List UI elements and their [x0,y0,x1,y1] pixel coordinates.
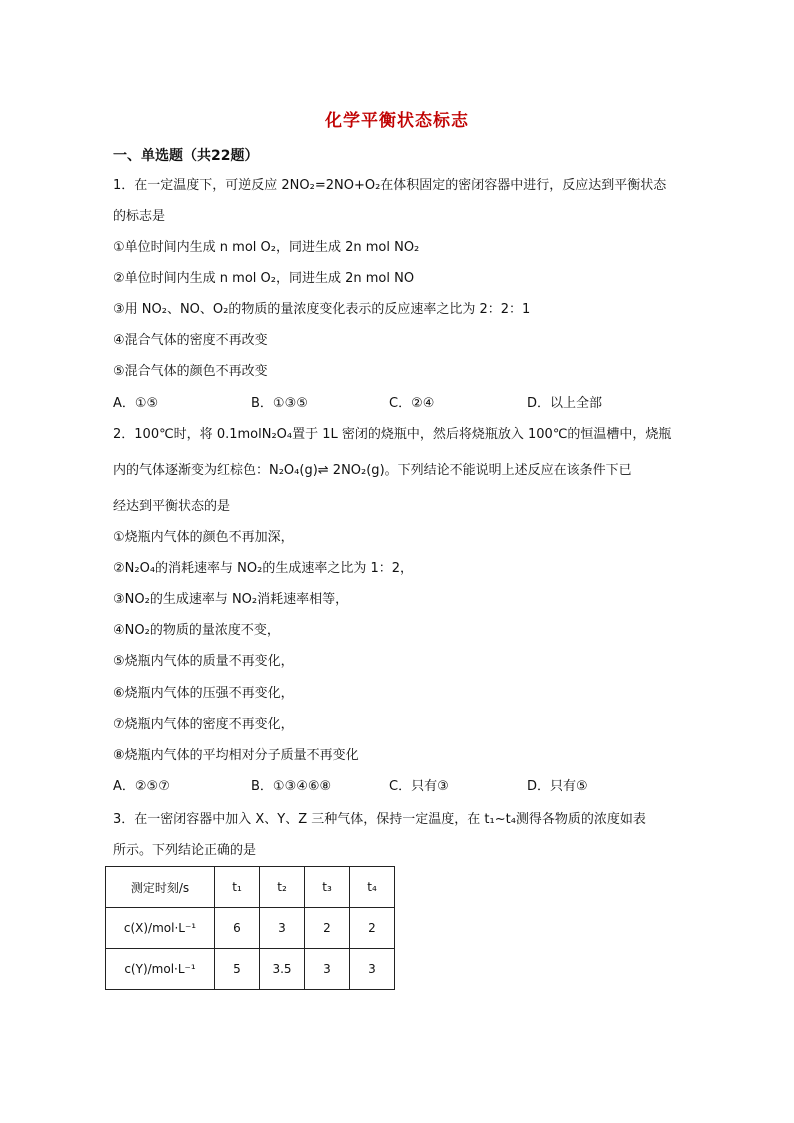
page-title: 化学平衡状态标志 [325,111,469,131]
table-header-row [106,867,395,908]
q2-option-a[interactable]: A．②⑤⑦ [113,779,170,794]
table-header-cell: t₁ [215,867,260,908]
table-cell: 3 [350,949,395,990]
q1-statement-2: ②单位时间内生成 n mol O₂，同进生成 2n mol NO [113,271,415,286]
q2-statement-6: ⑥烧瓶内气体的压强不再变化， [113,686,294,701]
q1-statement-1: ①单位时间内生成 n mol O₂，同进生成 2n mol NO₂ [113,240,420,255]
q1-statement-5: ⑤混合气体的颜色不再改变 [113,364,268,379]
q2-statement-2: ②N₂O₄的消耗速率与 NO₂的生成速率之比为 1：2， [113,561,414,576]
q1-statement-3: ③用 NO₂、NO、O₂的物质的量浓度变化表示的反应速率之比为 2：2：1 [113,302,531,317]
q2-option-c[interactable]: C．只有③ [389,779,449,794]
concentration-table [105,866,395,990]
table-header-cell: t₃ [305,867,350,908]
q1-stem-line1: 1．在一定温度下，可逆反应 2NO₂=2NO+O₂在体积固定的密闭容器中进行，反应达到平衡状态 [113,178,667,193]
table-cell: 3 [260,908,305,949]
q2-stem-line3: 经达到平衡状态的是 [113,499,231,514]
q2-statement-4: ④NO₂的物质的量浓度不变， [113,623,280,638]
q2-option-d[interactable]: D．只有⑤ [527,779,588,794]
table-cell: 2 [350,908,395,949]
section-heading: 一、单选题（共22题） [113,148,259,164]
table-cell: 2 [305,908,350,949]
q1-option-b[interactable]: B．①③⑤ [251,396,308,411]
table-cell: 6 [215,908,260,949]
table-cell: 3.5 [260,949,305,990]
q2-statement-1: ①烧瓶内气体的颜色不再加深， [113,530,294,545]
q2-statement-8: ⑧烧瓶内气体的平均相对分子质量不再变化 [113,748,359,763]
q3-stem-line2: 所示。下列结论正确的是 [113,843,257,858]
q2-option-b[interactable]: B．①③④⑥⑧ [251,779,332,794]
q2-statement-3: ③NO₂的生成速率与 NO₂消耗速率相等， [113,592,349,607]
table-header-cell: 测定时刻/s [106,867,215,908]
q2-stem-line2: 内的气体逐渐变为红棕色：N₂O₄(g)⇌ 2NO₂(g)。下列结论不能说明上述反应在该条件下已 [113,463,632,478]
table-row [106,908,395,949]
table-cell: c(Y)/mol·L⁻¹ [106,949,215,990]
q2-options [113,777,713,797]
table-row [106,949,395,990]
q1-options [113,394,713,414]
table-cell: 3 [305,949,350,990]
q2-statement-5: ⑤烧瓶内气体的质量不再变化， [113,654,294,669]
q1-option-a[interactable]: A．①⑤ [113,396,159,411]
q3-stem-line1: 3．在一密闭容器中加入 X、Y、Z 三种气体，保持一定温度，在 t₁~t₄测得各物质的浓度如表 [113,812,646,827]
q1-option-c[interactable]: C．②④ [389,396,435,411]
q2-statement-7: ⑦烧瓶内气体的密度不再变化， [113,717,294,732]
table-cell: 5 [215,949,260,990]
q1-statement-4: ④混合气体的密度不再改变 [113,333,268,348]
q1-option-d[interactable]: D．以上全部 [527,396,603,411]
table-header-cell: t₂ [260,867,305,908]
q1-stem-line2: 的标志是 [113,209,166,224]
table-header-cell: t₄ [350,867,395,908]
table-cell: c(X)/mol·L⁻¹ [106,908,215,949]
q2-stem-line1: 2．100℃时，将 0.1molN₂O₄置于 1L 密闭的烧瓶中，然后将烧瓶放入 100℃的恒温槽中，烧瓶 [113,427,672,442]
